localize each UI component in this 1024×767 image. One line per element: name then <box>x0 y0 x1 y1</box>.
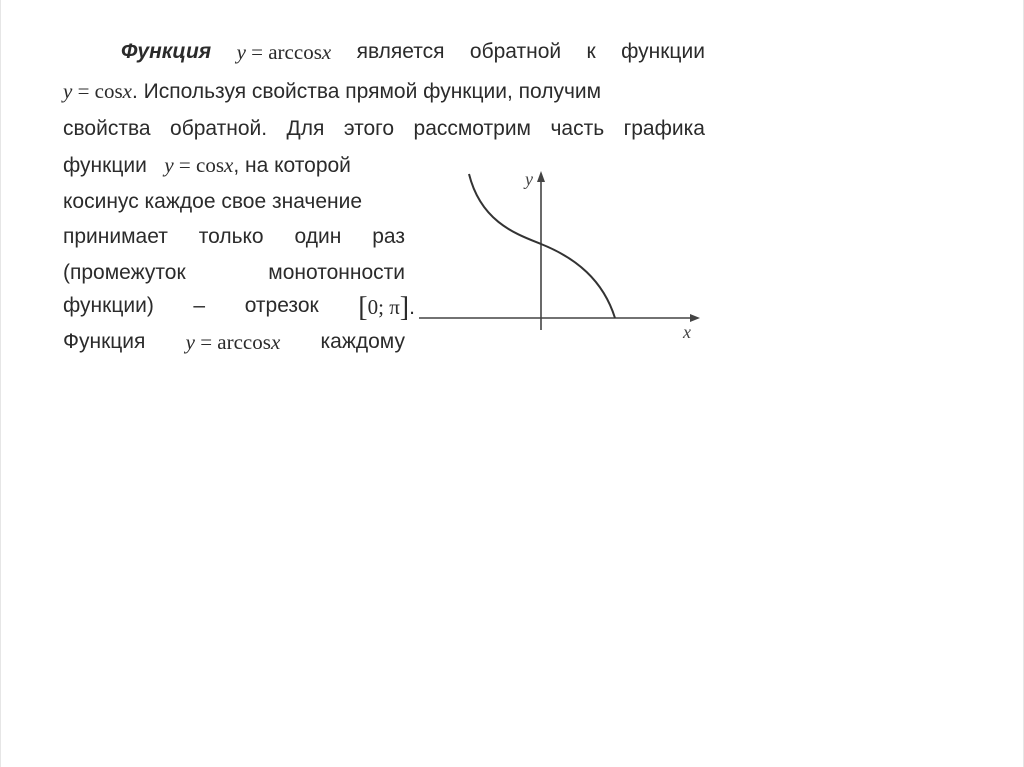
formula-cos: y = cosx <box>164 153 234 177</box>
word: Функция <box>63 330 146 353</box>
word: свойства <box>63 117 151 140</box>
text-line-1 <box>121 40 705 64</box>
interval <box>358 292 415 323</box>
sentence-fragment: . Используя свойства прямой функции, получим <box>132 80 602 103</box>
term-function: Функция <box>121 40 212 63</box>
word: функции <box>63 154 147 177</box>
formula-arccos: y = arccosx <box>185 330 281 354</box>
word: функции <box>621 40 705 63</box>
word: (промежуток <box>63 261 186 284</box>
word: обратной <box>469 40 562 63</box>
formula-arccos: y = arccosx <box>236 40 332 64</box>
x-axis-label: x <box>683 322 691 342</box>
word: является <box>356 40 445 63</box>
word: рассмотрим <box>413 117 531 140</box>
y-axis-arrow <box>537 171 545 182</box>
text-line-8 <box>63 292 415 323</box>
text-line-2 <box>63 79 705 104</box>
word: Для <box>286 117 325 140</box>
text-line-7 <box>63 261 405 285</box>
period: . <box>409 296 415 319</box>
text-line-9 <box>63 330 405 354</box>
word: к <box>586 40 596 63</box>
word: один <box>294 225 342 248</box>
cosine-graph <box>411 160 711 350</box>
bracket-close: ] <box>399 292 410 323</box>
dash: – <box>193 294 206 317</box>
word: функции) <box>63 294 154 317</box>
text-line-5 <box>63 190 405 214</box>
word: раз <box>372 225 405 248</box>
text-line-4 <box>63 153 405 178</box>
word: принимает <box>63 225 168 248</box>
text-line-3 <box>63 117 705 141</box>
y-axis-label: y <box>525 169 533 189</box>
cosine-curve <box>469 174 615 318</box>
word: этого <box>343 117 395 140</box>
text-line-6 <box>63 225 405 249</box>
word: монотонности <box>268 261 405 284</box>
formula-cos: y = cosx <box>63 79 132 103</box>
sentence-fragment: , на которой <box>233 154 351 177</box>
word: отрезок <box>244 294 319 317</box>
bracket-open: [ <box>358 292 368 323</box>
word: каждому <box>320 330 405 353</box>
interval-body: 0; π <box>367 295 400 319</box>
sentence-fragment: косинус каждое свое значение <box>63 190 363 213</box>
word: только <box>198 225 264 248</box>
word: графика <box>623 117 705 140</box>
word: часть <box>550 117 605 140</box>
word: обратной. <box>170 117 268 140</box>
x-axis-arrow <box>690 314 700 322</box>
